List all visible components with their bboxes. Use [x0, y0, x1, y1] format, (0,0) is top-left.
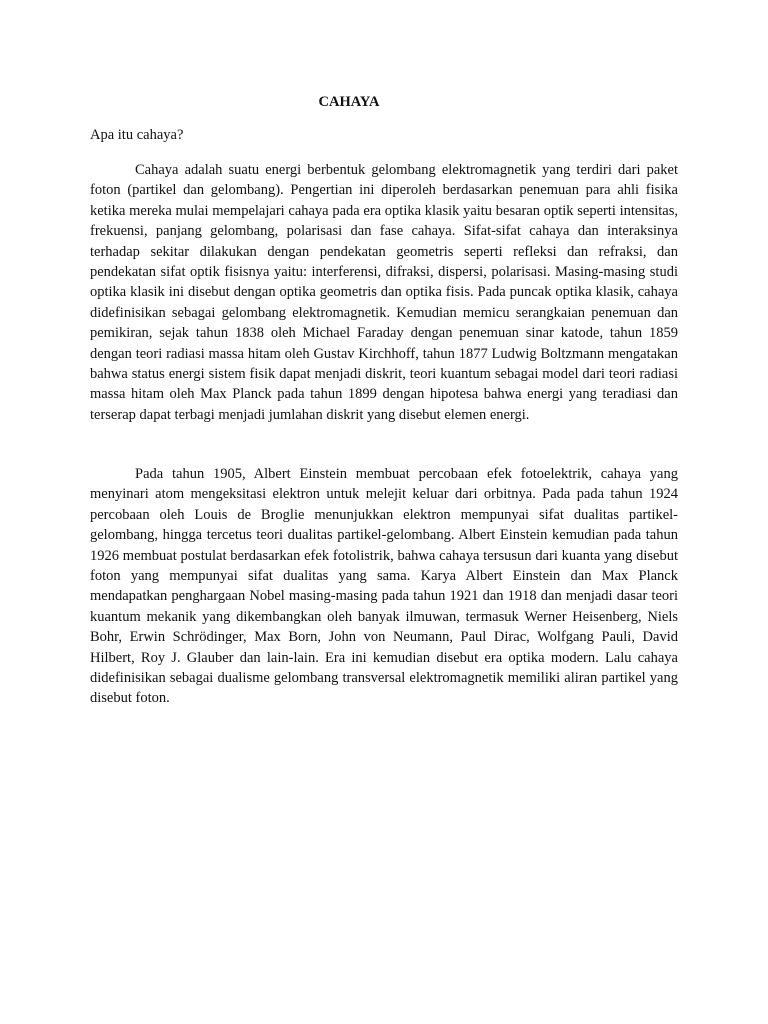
paragraph-1: Cahaya adalah suatu energi berbentuk gelombang elektromagnetik yang terdiri dari paket foton (partikel dan gelombang). Pengertian ini diperoleh berdasarkan penemuan para ahli fisika ketika mereka mulai mempelajari cahaya pada era optika klasik yaitu besaran optik seperti intensitas, frekuensi, panjang gelombang, polarisasi dan fase cahaya. Sifat-sifat cahaya dan interaksinya terhadap sekitar dilakukan dengan pendekatan geometris seperti refleksi dan refraksi, dan pendekatan sifat optik fisisnya yaitu: interferensi, difraksi, dispersi, polarisasi. Masing-masing studi optika klasik ini disebut dengan optika geometris dan optika fisis. Pada puncak optika klasik, cahaya didefinisikan sebagai gelombang elektromagnetik. Kemudian memicu serangkaian penemuan dan pemikiran, sejak tahun 1838 oleh Michael Faraday dengan penemuan sinar katode, tahun 1859 dengan teori radiasi massa hitam oleh Gustav Kirchhoff, tahun 1877 Ludwig Boltzmann mengatakan bahwa status energi sistem fisik dapat menjadi diskrit, teori kuantum sebagai model dari teori radiasi massa hitam oleh Max Planck pada tahun 1899 dengan hipotesa bahwa energi yang teradiasi dan terserap dapat terbagi menjadi jumlahan diskrit yang disebut elemen energi.	[90, 162, 678, 423]
paragraph-2: Pada tahun 1905, Albert Einstein membuat percobaan efek fotoelektrik, cahaya yang menyinari atom mengeksitasi elektron untuk melejit keluar dari orbitnya. Pada pada tahun 1924 percobaan oleh Louis de Broglie menunjukkan elektron mempunyai sifat dualitas partikel-gelombang, hingga tercetus teori dualitas partikel-gelombang. Albert Einstein kemudian pada tahun 1926 membuat postulat berdasarkan efek fotolistrik, bahwa cahaya tersusun dari kuanta yang disebut foton yang mempunyai sifat dualitas yang sama. Karya Albert Einstein dan Max Planck mendapatkan penghargaan Nobel masing-masing pada tahun 1921 dan 1918 dan menjadi dasar teori kuantum mekanik yang dikembangkan oleh banyak ilmuwan, termasuk Werner Heisenberg, Niels Bohr, Erwin Schrödinger, Max Born, John von Neumann, Paul Dirac, Wolfgang Pauli, David Hilbert, Roy J. Glauber dan lain-lain. Era ini kemudian disebut era optika modern. Lalu cahaya didefinisikan sebagai dualisme gelombang transversal elektromagnetik memiliki aliran partikel yang disebut foton.	[90, 466, 678, 707]
document-title: CAHAYA	[318, 94, 380, 110]
section-question: Apa itu cahaya?	[90, 127, 184, 143]
